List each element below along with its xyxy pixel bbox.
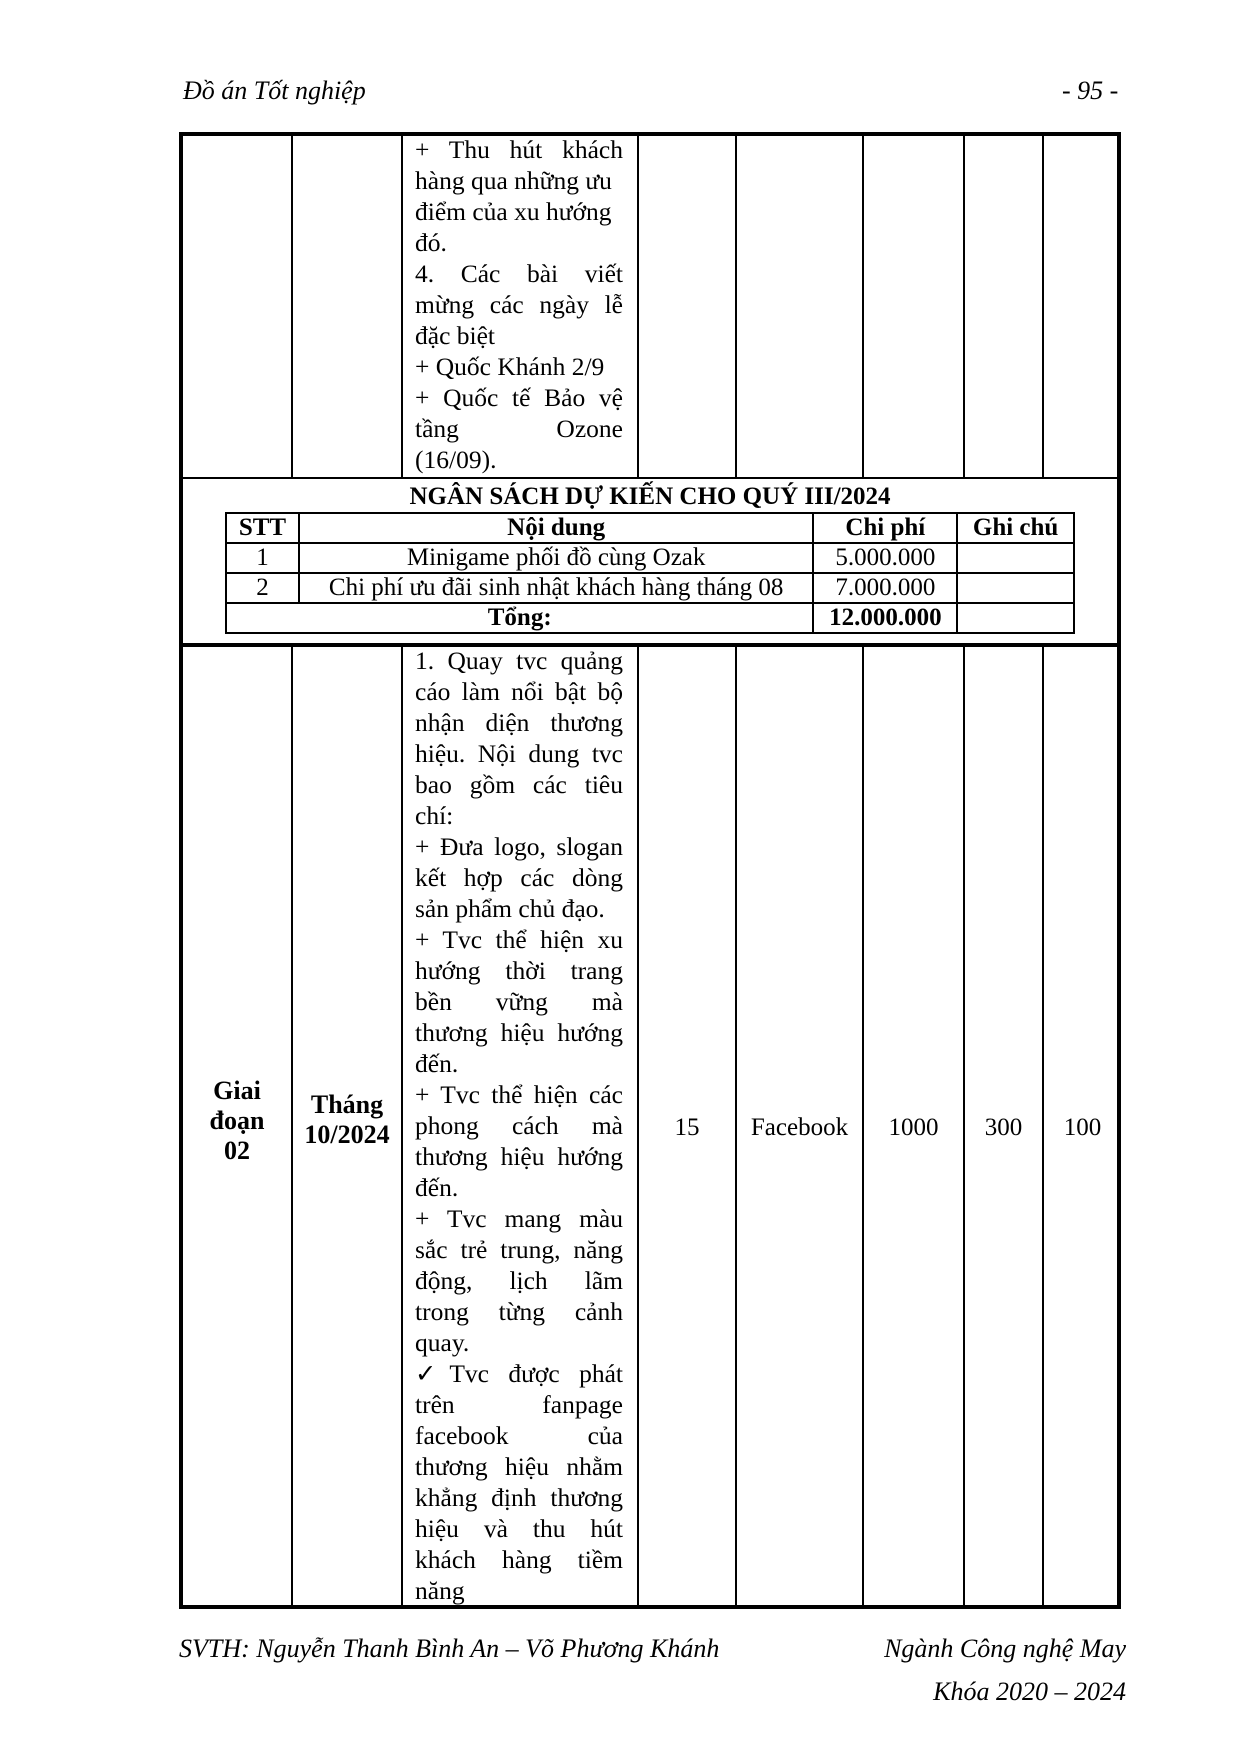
content-line: facebook của (415, 1421, 623, 1450)
content-line: khẳng định thương (415, 1483, 623, 1512)
content-line: + Tvc thể hiện các (415, 1080, 623, 1109)
content-line: sắc trẻ trung, năng (415, 1235, 623, 1264)
month-line: 10/2024 (304, 1120, 390, 1149)
content-line: + Quốc tế Bảo vệ (415, 383, 623, 412)
content-cell: Minigame phối đồ cùng Ozak (299, 543, 813, 573)
content-line: thương hiệu nhằm (415, 1452, 623, 1481)
content-line: bao gồm các tiêu (415, 770, 623, 799)
content-line: 1. Quay tvc quảng (415, 646, 623, 675)
total-note-cell (957, 603, 1074, 633)
last-value-cell: 100 (1063, 1114, 1102, 1141)
section1-content (415, 134, 623, 475)
content-line: + Đưa logo, slogan (415, 832, 623, 861)
budget-table (225, 512, 1075, 634)
total-value: 12.000.000 (813, 603, 957, 633)
total-row (226, 603, 1074, 633)
month-line: Tháng (310, 1090, 384, 1119)
stage-line: đoạn (209, 1106, 265, 1135)
content-line: sản phẩm chủ đạo. (415, 894, 605, 923)
content-line: đó. (415, 228, 447, 257)
budget-title: NGÂN SÁCH DỰ KIẾN CHO QUÝ III/2024 (409, 483, 891, 510)
note-cell (957, 543, 1074, 573)
stt-cell: 1 (226, 543, 299, 573)
total-label: Tổng: (226, 603, 813, 633)
content-line: 4. Các bài viết (415, 259, 623, 288)
page-number: - 95 - (1062, 76, 1119, 105)
content-line: hiệu và thu hút (415, 1514, 623, 1543)
row-divider (183, 477, 1117, 479)
quantity-cell: 15 (674, 1114, 700, 1141)
month-cell (293, 1090, 401, 1150)
content-line: hướng thời trang (415, 956, 623, 985)
content-line: phong cách mà (415, 1111, 623, 1140)
content-line: chí: (415, 801, 454, 830)
col-divider (1042, 136, 1044, 478)
content-line: thương hiệu hướng (415, 1142, 623, 1171)
col-divider (735, 136, 737, 478)
content-line: + Tvc thể hiện xu (415, 925, 623, 954)
col-header-content: Nội dung (299, 513, 813, 543)
col-divider (401, 136, 403, 478)
document-title: Đồ án Tốt nghiệp (183, 76, 366, 105)
content-line: (16/09). (415, 445, 497, 474)
interactions-cell: 300 (984, 1114, 1023, 1141)
content-line: bền vững mà (415, 987, 623, 1016)
footer-major: Ngành Công nghệ May (884, 1634, 1126, 1663)
content-cell: Chi phí ưu đãi sinh nhật khách hàng tháng 08 (299, 573, 813, 603)
content-line: ✓Tvc được phát (415, 1359, 623, 1388)
cost-cell: 5.000.000 (813, 543, 957, 573)
col-divider (862, 136, 864, 478)
stage-line: 02 (224, 1136, 250, 1165)
section-divider (183, 643, 1117, 647)
stt-cell: 2 (226, 573, 299, 603)
content-line: trong từng cảnh (415, 1297, 623, 1326)
col-header-cost: Chi phí (813, 513, 957, 543)
content-line: động, lịch lãm (415, 1266, 623, 1295)
cost-cell: 7.000.000 (813, 573, 957, 603)
col-divider (401, 647, 403, 1605)
content-line: hàng qua những ưu (415, 166, 612, 195)
content-line: tầng Ozone (415, 414, 623, 443)
col-divider (291, 136, 293, 478)
footer-cohort: Khóa 2020 – 2024 (933, 1677, 1126, 1706)
table-row (226, 543, 1074, 573)
content-line: + Quốc Khánh 2/9 (415, 352, 605, 381)
content-line: kết hợp các dòng (415, 863, 623, 892)
content-line: đặc biệt (415, 321, 495, 350)
col-divider (637, 136, 639, 478)
reach-cell: 1000 (888, 1114, 939, 1141)
col-header-note: Ghi chú (957, 513, 1074, 543)
note-cell (957, 573, 1074, 603)
stage-line: Giai (213, 1076, 261, 1105)
budget-header-row (226, 513, 1074, 543)
content-line: năng (415, 1576, 465, 1605)
content-line: quay. (415, 1328, 470, 1357)
channel-cell: Facebook (750, 1114, 849, 1141)
plan-table (179, 132, 1121, 1609)
content-line: cáo làm nổi bật bộ (415, 677, 623, 706)
content-line: điểm của xu hướng (415, 197, 612, 226)
content-line: mừng các ngày lễ (415, 290, 623, 319)
col-header-stt: STT (226, 513, 299, 543)
stage-cell (183, 1076, 291, 1166)
content-line: đến. (415, 1173, 459, 1202)
content-line: hiệu. Nội dung tvc (415, 739, 623, 768)
table-row (226, 573, 1074, 603)
content-line: khách hàng tiềm (415, 1545, 623, 1574)
content-line: + Thu hút khách (415, 135, 623, 164)
col-divider (963, 136, 965, 478)
section2-content (415, 645, 623, 1606)
content-line: nhận diện thương (415, 708, 623, 737)
content-line: thương hiệu hướng (415, 1018, 623, 1047)
content-line: đến. (415, 1049, 459, 1078)
content-line: trên fanpage (415, 1390, 623, 1419)
footer-authors: SVTH: Nguyễn Thanh Bình An – Võ Phương Khánh (179, 1634, 720, 1663)
content-line: + Tvc mang màu (415, 1204, 623, 1233)
